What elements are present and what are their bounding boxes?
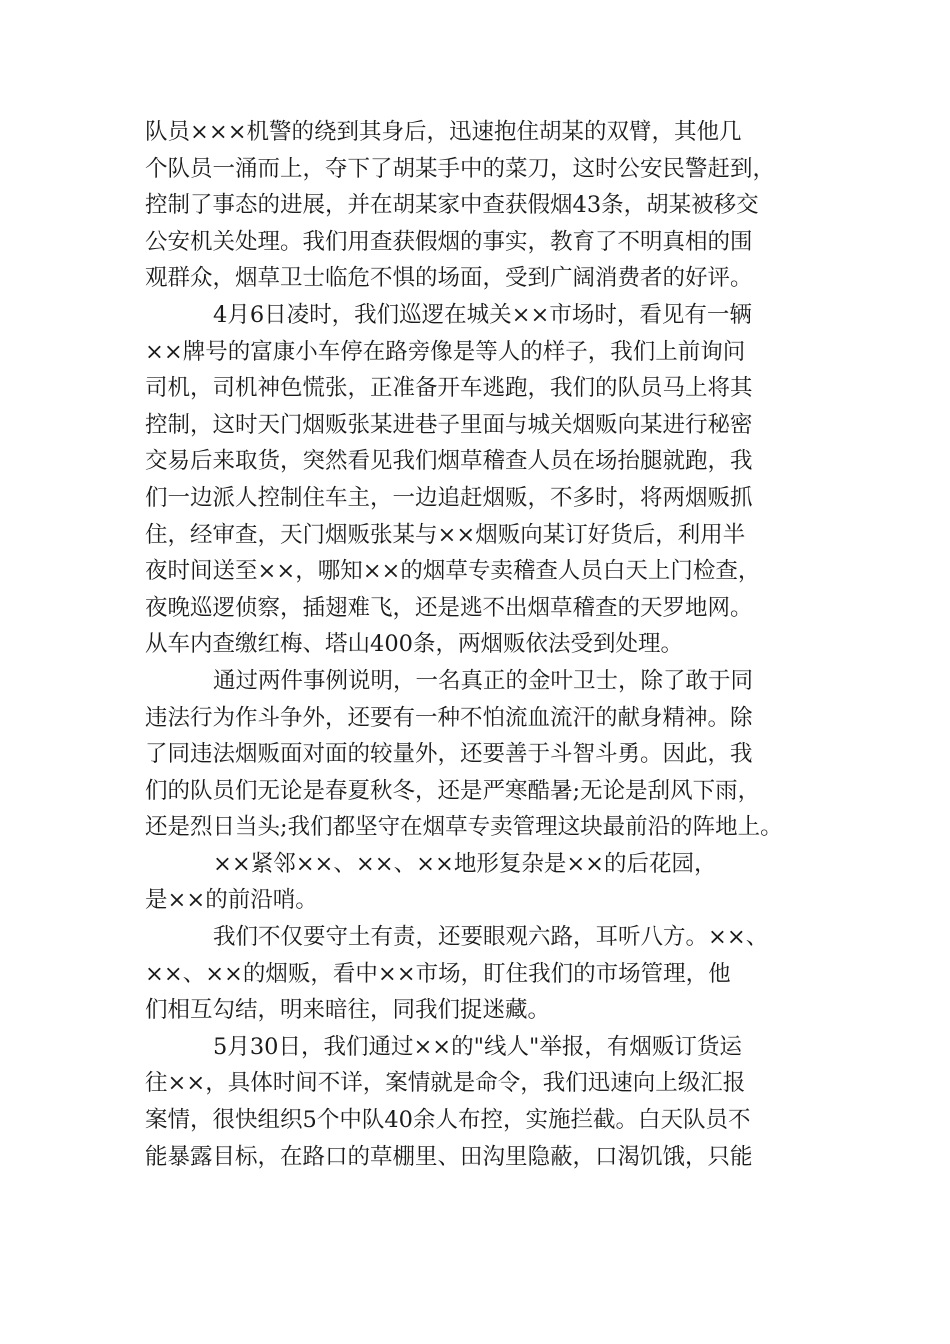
text-line: 控制，这时天门烟贩张某进巷子里面与城关烟贩向某进行秘密 <box>145 411 753 438</box>
text-line: 夜时间送至××，哪知××的烟草专卖稽查人员白天上门检查， <box>145 558 761 585</box>
text-line: 控制了事态的进展，并在胡某家中查获假烟43条，胡某被移交 <box>145 192 759 219</box>
text-line: 通过两件事例说明，一名真正的金叶卫士，除了敢于同 <box>213 667 754 694</box>
text-line: 5月30日，我们通过××的"线人"举报，有烟贩订货运 <box>213 1033 742 1060</box>
text-line: 能暴露目标，在路口的草棚里、田沟里隐蔽，口渴饥饿，只能 <box>145 1143 753 1170</box>
text-line: 我们不仅要守土有责，还要眼观六路，耳听八方。××、 <box>213 924 769 951</box>
text-line: ××、××的烟贩，看中××市场，盯住我们的市场管理，他 <box>145 960 731 987</box>
text-line: ××牌号的富康小车停在路旁像是等人的样子，我们上前询问 <box>145 338 746 365</box>
text-line: ××紧邻××、××、××地形复杂是××的后花园， <box>213 850 717 877</box>
text-line: 是××的前沿哨。 <box>145 887 318 914</box>
text-line: 了同违法烟贩面对面的较量外，还要善于斗智斗勇。因此，我 <box>145 741 753 768</box>
text-line: 交易后来取货，突然看见我们烟草稽查人员在场抬腿就跑，我 <box>145 448 753 475</box>
text-line: 们相互勾结，明来暗往，同我们捉迷藏。 <box>145 997 551 1024</box>
body-text <box>145 114 825 1175</box>
text-line: 住，经审查，天门烟贩张某与××烟贩向某订好货后，利用半 <box>145 521 746 548</box>
text-line: 4月6日凌时，我们巡逻在城关××市场时，看见有一辆 <box>213 301 752 328</box>
text-line: 们一边派人控制住车主，一边追赶烟贩，不多时，将两烟贩抓 <box>145 484 753 511</box>
text-line: 个队员一涌而上，夺下了胡某手中的菜刀，这时公安民警赶到， <box>145 155 776 182</box>
text-line: 从车内查缴红梅、塔山400条，两烟贩依法受到处理。 <box>145 631 683 658</box>
text-line: 公安机关处理。我们用查获假烟的事实，教育了不明真相的围 <box>145 228 753 255</box>
text-line: 还是烈日当头;我们都坚守在烟草专卖管理这块最前沿的阵地上。 <box>145 814 783 841</box>
text-line: 司机，司机神色慌张，正准备开车逃跑，我们的队员马上将其 <box>145 375 753 402</box>
text-line: 队员×××机警的绕到其身后，迅速抱住胡某的双臂，其他几 <box>145 119 742 145</box>
text-line: 夜晚巡逻侦察，插翅难飞，还是逃不出烟草稽查的天罗地网。 <box>145 594 753 621</box>
text-line: 案情，很快组织5个中队40余人布控，实施拦截。白天队员不 <box>145 1107 751 1134</box>
text-line: 们的队员们无论是春夏秋冬，还是严寒酷暑;无论是刮风下雨， <box>145 777 761 804</box>
text-line: 违法行为作斗争外，还要有一种不怕流血流汗的献身精神。除 <box>145 704 753 731</box>
text-line: 观群众，烟草卫士临危不惧的场面，受到广阔消费者的好评。 <box>145 265 753 292</box>
text-line: 往××，具体时间不详，案情就是命令，我们迅速向上级汇报 <box>145 1070 746 1097</box>
